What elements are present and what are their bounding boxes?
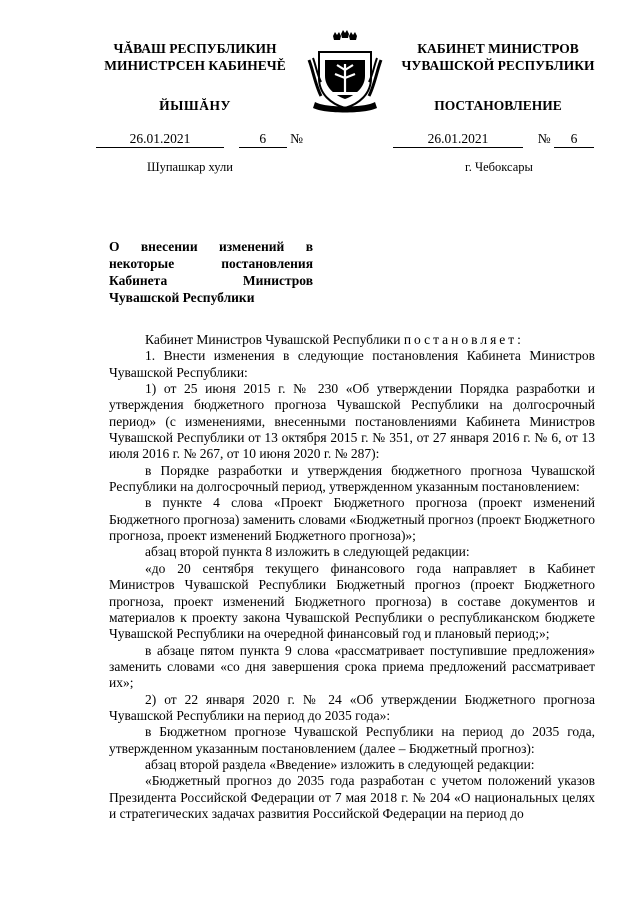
body-paragraph: в пункте 4 слова «Проект Бюджетного прогноза (проект изменений Бюджетного прогноза) заменить словами «Бюджетный прогноз (проект Бюджетного прогноза, проект изменений Бюджетного прогноза)»; bbox=[109, 495, 596, 544]
body-paragraph: 1. Внести изменения в следующие постановления Кабинета Министров Чувашской Республики: bbox=[109, 348, 595, 380]
ministry-header-russian bbox=[388, 40, 608, 74]
document-body bbox=[109, 332, 595, 822]
body-paragraph: в Порядке разработки и утверждения бюджетного прогноза Чувашской Республики на долгосрочный период, утвержденном указанным постановлением: bbox=[109, 462, 595, 495]
header-left-line2: МИНИСТРСЕН КАБИНЕЧĚ bbox=[104, 58, 286, 73]
intro-paragraph bbox=[109, 332, 595, 348]
body-paragraph: «Бюджетный прогноз до 2035 года разработан с учетом положений указов Президента Российской Федерации от 7 мая 2018 г. № 204 «О национальных целях и стратегических задачах развития Российской Федерации на период до bbox=[109, 773, 595, 821]
city-russian: г. Чебоксары bbox=[465, 160, 533, 174]
registration-left bbox=[96, 131, 303, 148]
date-left: 26.01.2021 bbox=[96, 131, 224, 148]
header-left-line1: ЧĂВАШ РЕСПУБЛИКИН bbox=[113, 41, 277, 56]
doc-type-russian: ПОСТАНОВЛЕНИЕ bbox=[434, 98, 562, 113]
body-paragraph: 2) от 22 января 2020 г. № 24 «Об утверждении Бюджетного прогноза Чувашской Республики на период до 2035 года»: bbox=[109, 691, 595, 723]
intro-verb: постановляет: bbox=[403, 332, 524, 347]
chuvash-emblem-icon bbox=[305, 30, 385, 116]
doc-type-chuvash: ЙЫШĂНУ bbox=[159, 98, 231, 113]
document-subject: О внесении изменений в некоторые постановления Кабинета Министров Чувашской Республики bbox=[109, 239, 313, 305]
body-paragraph: абзац второй пункта 8 изложить в следующей редакции: bbox=[145, 544, 470, 560]
city-chuvash: Шупашкар хули bbox=[147, 160, 233, 174]
body-paragraph: 1) от 25 июня 2015 г. № 230 «Об утверждении Порядка разработки и утверждения бюджетного прогноза Чувашской Республики на долгосрочный период» (с изменениями, внесенными постановлениями Кабинета Министров Чувашской Республики от 13 октября 2015 г. № 351, от 27 января 2016 г. № 6, от 13 июля 2016 г. № 267, от 10 июня 2020 г. № 287): bbox=[109, 381, 595, 462]
body-paragraph: в Бюджетном прогнозе Чувашской Республики на период до 2035 года, утвержденном указанным постановлением (далее – Бюджетный прогноз): bbox=[109, 724, 595, 756]
header-right-line1: КАБИНЕТ МИНИСТРОВ bbox=[417, 41, 579, 56]
body-paragraph: в абзаце пятом пункта 9 слова «рассматривает поступившие предложения» заменить словами «со дня завершения срока приема предложений рассматривает их»; bbox=[109, 642, 595, 691]
number-left: 6 bbox=[239, 131, 287, 148]
registration-right bbox=[393, 131, 594, 148]
number-sign-left: № bbox=[290, 131, 304, 146]
body-paragraph: «до 20 сентября текущего финансового года направляет в Кабинет Министров Чувашской Республики Бюджетный прогноз (проект Бюджетного прогноза, проект изменений Бюджетного прогноза) в составе документов и материалов к проекту закона Чувашской Республики о республиканском бюджете Чувашской Республики на очередной финансовый год и плановый период;»; bbox=[109, 560, 595, 642]
body-paragraph: абзац второй раздела «Введение» изложить в следующей редакции: bbox=[145, 756, 535, 772]
ministry-header-chuvash bbox=[95, 40, 295, 74]
intro-prefix: Кабинет Министров Чувашской Республики bbox=[145, 332, 401, 347]
number-sign-right: № bbox=[537, 131, 551, 146]
header-right-line2: ЧУВАШСКОЙ РЕСПУБЛИКИ bbox=[401, 58, 595, 73]
number-right: 6 bbox=[554, 131, 594, 148]
date-right: 26.01.2021 bbox=[393, 131, 523, 148]
